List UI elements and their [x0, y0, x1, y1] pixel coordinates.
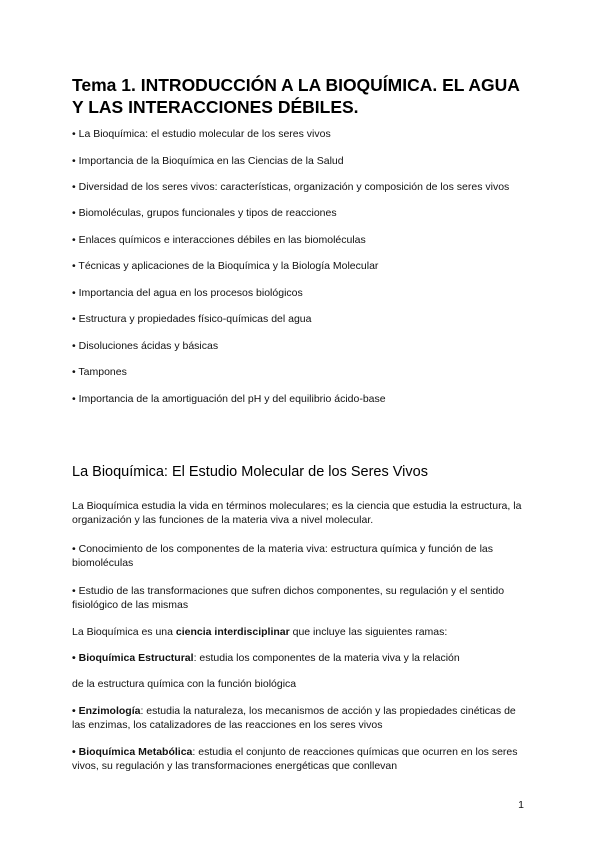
topic-list-item — [72, 286, 532, 300]
bullet: • — [72, 128, 76, 140]
bullet: • — [72, 705, 76, 717]
bullet: • — [72, 366, 76, 378]
branch-paragraph — [72, 704, 532, 732]
branch-description: : estudia la naturaleza, los mecanismos de acción y las propiedades cinéticas de las enzimas, los catalizadores de las reacciones en los seres vivos — [72, 705, 516, 731]
document-title: Tema 1. INTRODUCCIÓN A LA BIOQUÍMICA. EL AGUA Y LAS INTERACCIONES DÉBILES. — [72, 75, 520, 117]
branch-name: Bioquímica Metabólica — [78, 746, 193, 758]
branch-paragraph — [72, 651, 532, 665]
bullet-paragraph — [72, 542, 532, 570]
topic-text: Técnicas y aplicaciones de la Bioquímica y la Biología Molecular — [78, 260, 379, 272]
topic-list-item — [72, 312, 532, 326]
bullet: • — [72, 207, 76, 219]
topic-text: Estructura y propiedades físico-químicas del agua — [78, 313, 312, 325]
topic-text: Importancia de la amortiguación del pH y del equilibrio ácido-base — [78, 392, 386, 405]
bullet: • — [72, 260, 76, 272]
topic-text: Tampones — [78, 366, 127, 378]
bullet: • — [72, 746, 76, 758]
paragraph-text: La Bioquímica es una — [72, 626, 176, 638]
topic-list — [72, 127, 532, 418]
branch-description: : estudia el conjunto de reacciones químicas que ocurren en los seres vivos, su regulación y las transformaciones energéticas que conllevan — [72, 746, 518, 772]
emphasis-text: ciencia interdisciplinar — [175, 626, 290, 638]
topic-list-item — [72, 233, 532, 247]
branch-description: : estudia los componentes de la materia viva y la relación — [193, 652, 460, 664]
paragraph-text: que incluye las siguientes ramas: — [289, 626, 448, 638]
topic-list-item — [72, 206, 532, 220]
topic-text: Disoluciones ácidas y básicas — [78, 339, 219, 352]
topic-text: Diversidad de los seres vivos: características, organización y composición de los seres vivos — [78, 181, 510, 193]
page-number: 1 — [518, 799, 524, 811]
topic-list-item — [72, 392, 532, 406]
branch-name: Bioquímica Estructural — [78, 652, 194, 664]
bullet: • — [72, 286, 76, 299]
bullet: • — [72, 154, 76, 167]
interdisciplinary-paragraph — [72, 625, 532, 639]
topic-list-item — [72, 154, 532, 168]
bullet: • — [72, 313, 76, 325]
intro-paragraph: La Bioquímica estudia la vida en términos moleculares; es la ciencia que estudia la estructura, la organización y las funciones de la materia viva a nivel molecular. — [72, 500, 522, 526]
section-heading: La Bioquímica: El Estudio Molecular de los Seres Vivos — [72, 464, 428, 480]
bullet: • — [72, 181, 76, 193]
topic-list-item — [72, 259, 532, 273]
bullet-paragraph — [72, 584, 532, 612]
paragraph-text: Estudio de las transformaciones que sufren dichos componentes, su regulación y el sentido fisiológico de las mismas — [72, 585, 505, 611]
topic-text: Biomoléculas, grupos funcionales y tipos de reacciones — [78, 207, 337, 219]
topic-text: Importancia del agua en los procesos biológicos — [78, 286, 303, 299]
bullet: • — [72, 339, 76, 352]
paragraph-text: Conocimiento de los componentes de la materia viva: estructura química y función de las biomoléculas — [72, 543, 493, 569]
branch-name: Enzimología — [78, 705, 141, 717]
topic-list-item — [72, 127, 532, 141]
branch-continuation: de la estructura química con la función biológica — [72, 678, 297, 690]
topic-text: La Bioquímica: el estudio molecular de los seres vivos — [78, 128, 331, 140]
bullet: • — [72, 585, 76, 597]
topic-list-item — [72, 180, 532, 194]
topic-list-item — [72, 365, 532, 379]
bullet: • — [72, 543, 76, 555]
topic-text: Enlaces químicos e interacciones débiles en las biomoléculas — [78, 233, 366, 246]
bullet: • — [72, 233, 76, 246]
bullet: • — [72, 392, 76, 405]
topic-text: Importancia de la Bioquímica en las Ciencias de la Salud — [78, 154, 344, 167]
topic-list-item — [72, 339, 532, 353]
bullet: • — [72, 652, 76, 664]
branch-paragraph — [72, 745, 532, 773]
